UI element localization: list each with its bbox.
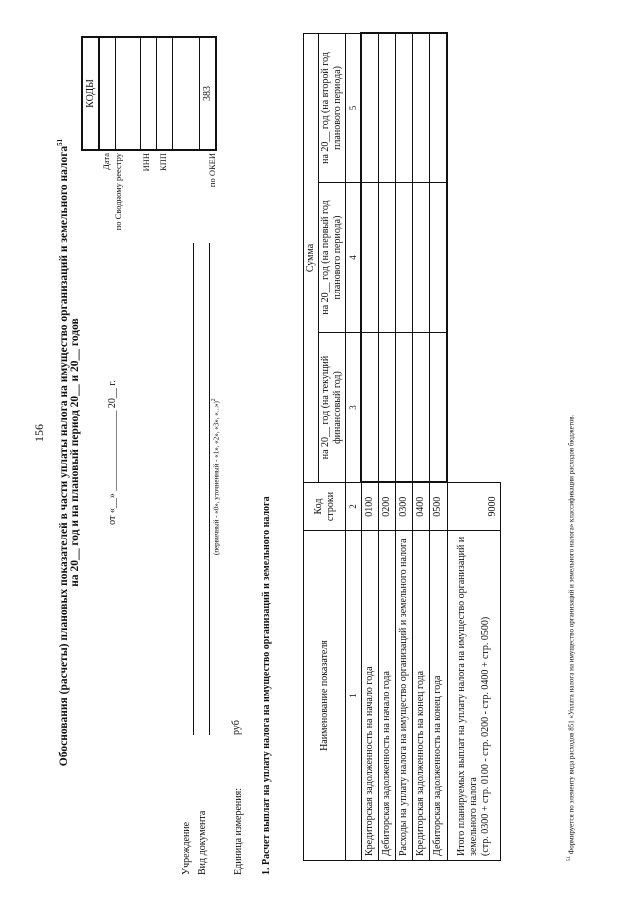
total-blank-y3 [447, 33, 500, 182]
col-header-code: Код строки [304, 483, 346, 531]
code-label-okei: по ОКЕИ [207, 153, 217, 188]
row-value-y3[interactable] [379, 33, 396, 182]
row-value-y1[interactable] [430, 333, 448, 483]
total-row-code: 9000 [447, 483, 500, 531]
total-row-name [447, 531, 500, 861]
code-okei-cell: 383 [200, 37, 217, 150]
footnote-text: Формируется по элементу вида расходов 851 «Уплата налога на имущество организаций и земельного налога» классификации расходов бюджетов. [567, 414, 576, 855]
row-code: 0400 [413, 483, 430, 531]
row-name: Расходы на уплату налога на имущество организаций и земельного налога [396, 531, 413, 861]
row-value-y3[interactable] [413, 33, 430, 182]
total-blank-y2 [447, 183, 500, 333]
row-value-y3[interactable] [430, 33, 448, 182]
code-date-cell[interactable] [99, 37, 116, 150]
section-title: 1. Расчет выплат на уплату налога на имущество организаций и земельного налога [261, 496, 272, 875]
page-number: 156 [32, 424, 46, 442]
code-label-registry: по Сводному реестру [113, 153, 123, 231]
col-header-year1: на 20__ год (на текущий финансовый год) [319, 333, 346, 483]
row-code: 0500 [430, 483, 448, 531]
row-value-y1[interactable] [396, 333, 413, 483]
row-code: 0100 [361, 483, 379, 531]
code-label-date: Дата [101, 153, 111, 170]
row-name: Дебиторская задолженность на начало года [379, 531, 396, 861]
col-header-name: Наименование показателя [304, 531, 346, 861]
doc-type-label: Вид документа [197, 810, 208, 875]
col-header-year2: на 20__ год (на первый год планового периода) [319, 183, 346, 333]
institution-label: Учреждение [181, 821, 192, 875]
row-value-y3[interactable] [396, 33, 413, 182]
title-footnote-mark: 51 [56, 138, 64, 146]
document-page [45, 30, 585, 875]
title-line-1: Обоснования (расчеты) плановых показателей в части уплаты налога на имущество организаций и земельного налога [57, 145, 70, 767]
row-value-y1[interactable] [361, 333, 379, 483]
doc-type-hint-sup: 2 [211, 398, 217, 402]
footnote-mark: 51 [567, 856, 572, 861]
row-code: 0200 [379, 483, 396, 531]
col-header-year3: на 20__ год (на второй год планового периода) [319, 33, 346, 182]
code-kpp-cell[interactable] [157, 37, 173, 150]
row-value-y2[interactable] [379, 183, 396, 333]
col-num-4: 4 [346, 183, 362, 333]
institution-field[interactable] [193, 243, 194, 735]
row-name: Кредиторская задолженность на конец года [413, 531, 430, 861]
title-line-2: на 20__ год и на плановый период 20__ и 20__ годов [69, 318, 81, 587]
doc-type-field[interactable] [209, 243, 210, 735]
codes-header: КОДЫ [82, 37, 99, 150]
row-value-y2[interactable] [361, 183, 379, 333]
col-num-3: 3 [346, 333, 362, 483]
row-value-y2[interactable] [396, 183, 413, 333]
row-code: 0300 [396, 483, 413, 531]
date-line: от «__» ________________ 20__ г. [107, 380, 118, 525]
col-num-5: 5 [346, 33, 362, 182]
col-num-1: 1 [346, 531, 362, 861]
doc-type-hint-text: (первичный - «0», уточненный - «1», «2», «3», «...») [212, 401, 221, 555]
payments-table [303, 32, 501, 861]
unit-value: руб [231, 720, 242, 735]
code-blank-cell[interactable] [173, 37, 200, 150]
total-row-formula: (стр. 0300 + стр. 0100 - стр. 0200 - стр. 0400 + стр. 0500) [479, 616, 491, 856]
code-label-inn: ИНН [141, 153, 151, 172]
row-value-y1[interactable] [379, 333, 396, 483]
row-name: Кредиторская задолженность на начало года [361, 531, 379, 861]
doc-type-hint [211, 398, 220, 555]
code-label-kpp: КПП [158, 153, 168, 171]
row-value-y1[interactable] [413, 333, 430, 483]
footnote [567, 415, 575, 861]
row-value-y3[interactable] [361, 33, 379, 182]
col-num-2: 2 [346, 483, 362, 531]
col-header-sum: Сумма [304, 33, 319, 482]
code-registry-cell[interactable] [116, 37, 141, 150]
row-value-y2[interactable] [430, 183, 448, 333]
row-value-y2[interactable] [413, 183, 430, 333]
total-blank-y1 [447, 333, 500, 483]
code-inn-cell[interactable] [141, 37, 157, 150]
row-name: Дебиторская задолженность на конец года [430, 531, 448, 861]
unit-label: Единица измерения: [233, 788, 244, 875]
total-row-label: Итого планируемых выплат на уплату налога на имущество организаций и земельного налога [455, 536, 479, 856]
codes-table [81, 36, 217, 151]
